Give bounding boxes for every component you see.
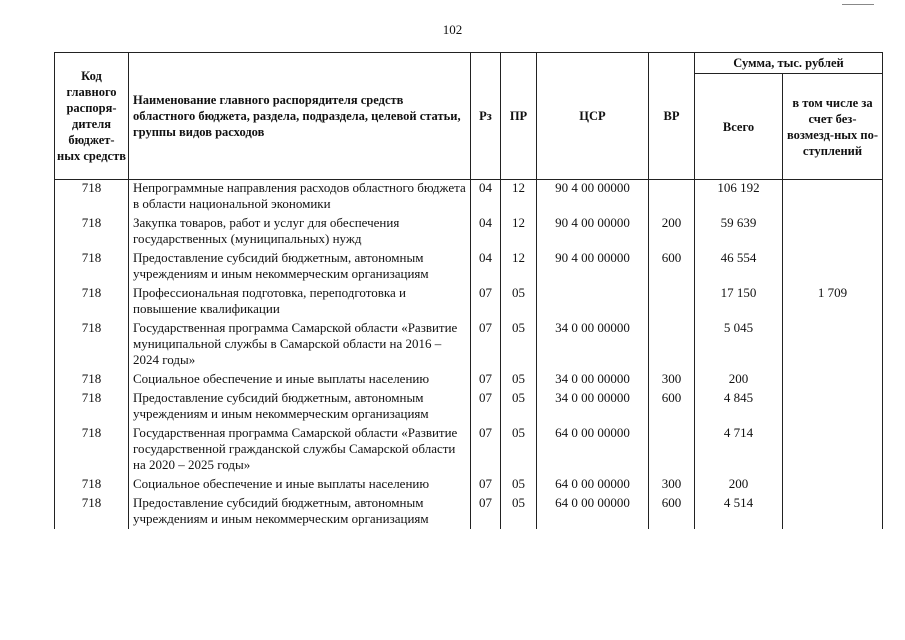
cell-csr: 90 4 00 00000 [537, 180, 649, 215]
cell-pr: 12 [501, 214, 537, 249]
cell-rz: 04 [471, 249, 501, 284]
cell-incl: 1 709 [783, 284, 883, 319]
cell-vr [649, 180, 695, 215]
table-body [55, 180, 883, 530]
header-code: Код главного распоря-дителя бюджет-ных средств [55, 53, 129, 180]
cell-pr: 05 [501, 284, 537, 319]
cell-pr: 05 [501, 494, 537, 529]
cell-total: 4 514 [695, 494, 783, 529]
header-pr: ПР [501, 53, 537, 180]
cell-code: 718 [55, 370, 129, 389]
budget-table [54, 52, 883, 529]
cell-code: 718 [55, 494, 129, 529]
cell-incl [783, 319, 883, 370]
cell-incl [783, 214, 883, 249]
cell-rz: 07 [471, 370, 501, 389]
table-row [55, 180, 883, 215]
table-header [55, 53, 883, 180]
cell-total: 4 845 [695, 389, 783, 424]
cell-incl [783, 424, 883, 475]
cell-csr: 90 4 00 00000 [537, 249, 649, 284]
cell-rz: 07 [471, 494, 501, 529]
cell-name: Непрограммные направления расходов областного бюджета в области национальной экономики [129, 180, 471, 215]
cell-code: 718 [55, 214, 129, 249]
cell-pr: 05 [501, 319, 537, 370]
cell-pr: 12 [501, 249, 537, 284]
table-row [55, 475, 883, 494]
cell-csr: 64 0 00 00000 [537, 475, 649, 494]
cell-total: 5 045 [695, 319, 783, 370]
cell-vr: 600 [649, 389, 695, 424]
cell-rz: 07 [471, 389, 501, 424]
top-edge-mark [842, 4, 874, 5]
cell-rz: 07 [471, 424, 501, 475]
header-incl: в том числе за счет без-возмезд-ных по-ступлений [783, 74, 883, 180]
cell-code: 718 [55, 180, 129, 215]
header-sum: Сумма, тыс. рублей [695, 53, 883, 74]
cell-vr [649, 319, 695, 370]
cell-name: Предоставление субсидий бюджетным, автономным учреждениям и иным некоммерческим организациям [129, 389, 471, 424]
cell-csr [537, 284, 649, 319]
header-vr: ВР [649, 53, 695, 180]
header-total: Всего [695, 74, 783, 180]
cell-rz: 07 [471, 319, 501, 370]
cell-name: Государственная программа Самарской области «Развитие государственной гражданской службы Самарской области на 2020 – 2025 годы» [129, 424, 471, 475]
cell-rz: 04 [471, 214, 501, 249]
cell-incl [783, 249, 883, 284]
cell-code: 718 [55, 284, 129, 319]
cell-code: 718 [55, 319, 129, 370]
table-row [55, 370, 883, 389]
cell-total: 200 [695, 370, 783, 389]
cell-total: 17 150 [695, 284, 783, 319]
cell-vr: 300 [649, 475, 695, 494]
cell-pr: 12 [501, 180, 537, 215]
cell-pr: 05 [501, 389, 537, 424]
cell-name: Профессиональная подготовка, переподготовка и повышение квалификации [129, 284, 471, 319]
table-row [55, 389, 883, 424]
cell-incl [783, 370, 883, 389]
cell-rz: 04 [471, 180, 501, 215]
cell-name: Предоставление субсидий бюджетным, автономным учреждениям и иным некоммерческим организациям [129, 249, 471, 284]
cell-pr: 05 [501, 475, 537, 494]
cell-vr: 600 [649, 249, 695, 284]
cell-csr: 34 0 00 00000 [537, 370, 649, 389]
table-row [55, 424, 883, 475]
cell-name: Социальное обеспечение и иные выплаты населению [129, 475, 471, 494]
cell-incl [783, 494, 883, 529]
cell-rz: 07 [471, 475, 501, 494]
cell-csr: 34 0 00 00000 [537, 389, 649, 424]
cell-total: 59 639 [695, 214, 783, 249]
table-row [55, 284, 883, 319]
table-row [55, 319, 883, 370]
table-row [55, 249, 883, 284]
cell-incl [783, 475, 883, 494]
cell-name: Социальное обеспечение и иные выплаты населению [129, 370, 471, 389]
cell-total: 106 192 [695, 180, 783, 215]
cell-csr: 90 4 00 00000 [537, 214, 649, 249]
cell-incl [783, 389, 883, 424]
cell-name: Государственная программа Самарской области «Развитие муниципальной службы в Самарской области на 2016 – 2024 годы» [129, 319, 471, 370]
header-name: Наименование главного распорядителя средств областного бюджета, раздела, подраздела, целевой статьи, группы видов расходов [129, 53, 471, 180]
cell-code: 718 [55, 475, 129, 494]
header-csr: ЦСР [537, 53, 649, 180]
cell-name: Предоставление субсидий бюджетным, автономным учреждениям и иным некоммерческим организациям [129, 494, 471, 529]
cell-vr: 200 [649, 214, 695, 249]
cell-code: 718 [55, 424, 129, 475]
cell-total: 200 [695, 475, 783, 494]
cell-name: Закупка товаров, работ и услуг для обеспечения государственных (муниципальных) нужд [129, 214, 471, 249]
cell-csr: 34 0 00 00000 [537, 319, 649, 370]
cell-rz: 07 [471, 284, 501, 319]
cell-code: 718 [55, 249, 129, 284]
page-number: 102 [442, 22, 463, 37]
cell-total: 4 714 [695, 424, 783, 475]
table-row [55, 494, 883, 529]
cell-vr: 600 [649, 494, 695, 529]
header-rz: Рз [471, 53, 501, 180]
cell-code: 718 [55, 389, 129, 424]
cell-vr [649, 284, 695, 319]
cell-csr: 64 0 00 00000 [537, 424, 649, 475]
cell-pr: 05 [501, 424, 537, 475]
cell-incl [783, 180, 883, 215]
table-row [55, 214, 883, 249]
cell-vr: 300 [649, 370, 695, 389]
cell-vr [649, 424, 695, 475]
cell-csr: 64 0 00 00000 [537, 494, 649, 529]
cell-pr: 05 [501, 370, 537, 389]
cell-total: 46 554 [695, 249, 783, 284]
